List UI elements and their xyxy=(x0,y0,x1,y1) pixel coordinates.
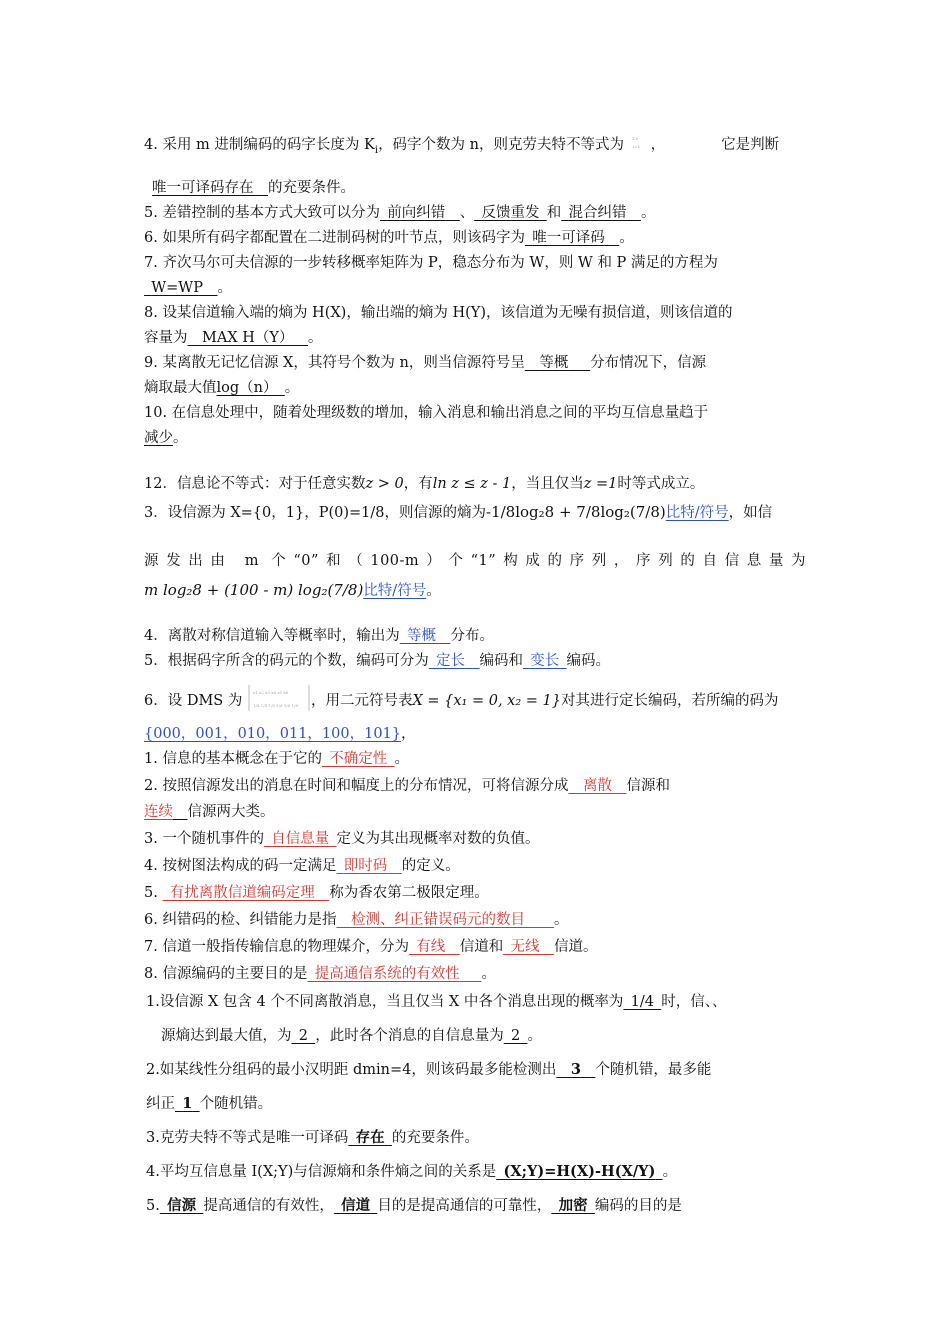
answer-blank: 信道 xyxy=(341,1197,371,1214)
text: 3.克劳夫特不等式是唯一可译码 xyxy=(146,1130,349,1146)
section3-q1: 1.设信源 X 包含 4 个不同离散消息，当且仅当 X 中各个消息出现的概率为 1/4 时，信、、 xyxy=(146,994,727,1010)
formula: m log₂8 + (100 - m) log₂(7/8) xyxy=(144,581,364,599)
answer-blank: 反馈重发 xyxy=(481,205,540,221)
formula: z > 0 xyxy=(365,476,404,492)
text: 源发出由 m 个“0”和（100-m）个“1”构成的序列，序列的自信息量为 xyxy=(144,553,806,569)
answer-blank: 加密 xyxy=(558,1197,588,1214)
section2-q1: 1. 信息的基本概念在于它的 不确定性 。 xyxy=(144,751,409,767)
answer-blank: 3 xyxy=(570,1061,581,1078)
answer-blank: 比特/符号 xyxy=(363,583,427,599)
text: 分布情况下，信源 xyxy=(590,355,707,371)
text: 容量为 xyxy=(144,330,188,346)
answer-blank: 即时码 xyxy=(343,858,388,874)
dms-matrix-image xyxy=(247,683,311,719)
section2-q2-cont: 连续 信源两大类。 xyxy=(144,804,275,820)
q8-channel xyxy=(144,303,732,323)
answer-blank: (X;Y)=H(X)-H(X/Y) xyxy=(503,1163,656,1180)
formula: ln z ≤ z - 1 xyxy=(432,476,512,492)
section2-q6: 6. 纠错码的检、纠错能力是指 检测、纠正错误码元的数目 。 xyxy=(144,912,569,928)
answer-blank: 1 xyxy=(182,1095,193,1112)
answer-blank: 无线 xyxy=(510,939,540,955)
text: 3．设信源为 X={0，1}，P(0)=1/8，则信源的熵为 xyxy=(144,505,486,521)
answer-blank: 离散 xyxy=(582,778,612,794)
q12-inequality: 12．信息论不等式：对于任意实数z > 0，有ln z ≤ z - 1，当且仅当z =1时等式成立。 xyxy=(144,476,705,492)
q9-dms xyxy=(144,353,706,373)
text: 5．根据码字所含的码元的个数，编码可分为 xyxy=(144,653,429,669)
answer-blank: 有扰离散信道编码定理 xyxy=(169,885,315,901)
text: 2. 按照信源发出的消息在时间和幅度上的分布情况，可将信源分成 xyxy=(144,778,569,794)
formula: -1/8log₂8 + 7/8log₂(7/8) xyxy=(486,503,666,521)
section2-q3: 3. 一个随机事件的 自信息量 定义为其出现概率对数的负值。 xyxy=(144,831,540,847)
q3-sequence xyxy=(144,551,806,571)
text: 4．离散对称信道输入等概率时，输出为 xyxy=(144,628,400,644)
formula: z =1 xyxy=(583,476,618,492)
answer-blank: 提高通信系统的有效性 xyxy=(314,966,460,982)
answer-blank: 唯一可译码 xyxy=(532,230,605,246)
section2-q2: 2. 按照信源发出的消息在时间和幅度上的分布情况，可将信源分成 离散 信源和 xyxy=(144,778,670,794)
text: 10. 在信息处理中，随着处理级数的增加，输入消息和输出消息之间的平均互信息量趋于 xyxy=(144,405,709,421)
text: 1.设信源 X 包含 4 个不同离散消息，当且仅当 X 中各个消息出现的概率为 xyxy=(146,994,624,1010)
q7-answer-line: W=WP 。 xyxy=(151,280,232,296)
text: 纠正 xyxy=(146,1096,175,1112)
q6-answer-line: {000，001，010，011，100，101}， xyxy=(144,726,416,742)
q9-answer-line: 熵取最大值log（n） 。 xyxy=(144,380,300,396)
answer-blank: 2 xyxy=(510,1028,521,1044)
section3-q2: 2.如某线性分组码的最小汉明距 dmin=4，则该码最多能检测出 3 个随机错，最多能 xyxy=(146,1061,712,1078)
section3-q4: 4.平均互信息量 I(X;Y)与信源熵和条件熵之间的关系是 (X;Y)=H(X)-H(X/Y) 。 xyxy=(146,1163,678,1180)
answer-blank: 前向纠错 xyxy=(387,205,446,221)
answer-blank: 减少 xyxy=(144,430,173,446)
q3-self-info: m log₂8 + (100 - m) log₂(7/8)比特/符号。 xyxy=(144,581,441,599)
text: 12．信息论不等式：对于任意实数 xyxy=(144,476,366,492)
q5-code-length: 5．根据码字所含的码元的个数，编码可分为 定长 编码和 变长 编码。 xyxy=(144,653,610,669)
section3-q3: 3.克劳夫特不等式是唯一可译码 存在 的充要条件。 xyxy=(146,1129,479,1146)
text: 4. 采用 m 进制编码的码字长度为 K xyxy=(144,137,375,153)
text: 5. xyxy=(146,1198,160,1214)
kraft-formula-image xyxy=(629,128,651,162)
answer-blank: 存在 xyxy=(355,1129,385,1146)
q4-symmetric-channel: 4．离散对称信道输入等概率时，输出为 等概 分布。 xyxy=(144,628,494,644)
text: 5. 差错控制的基本方式大致可以分为 xyxy=(144,205,380,221)
text: 1. 信息的基本概念在于它的 xyxy=(144,751,322,767)
q4-kraft-line xyxy=(144,128,779,162)
section2-q8: 8. 信源编码的主要目的是 提高通信系统的有效性 。 xyxy=(144,966,496,982)
answer-blank: 混合纠错 xyxy=(568,205,627,221)
svg-text:Σ r: Σ r xyxy=(631,136,638,141)
text: 源熵达到最大值，为 xyxy=(161,1028,292,1044)
section3-q5: 5. 信源 提高通信的有效性， 信道 目的是提高通信的可靠性， 加密 编码的目的是 xyxy=(146,1197,682,1214)
text: 6. 如果所有码字都配置在二进制码树的叶节点，则该码字为 xyxy=(144,230,525,246)
q8-answer-line: 容量为 MAX H（Y） 。 xyxy=(144,330,323,346)
q5-error-control: 5. 差错控制的基本方式大致可以分为 前向纠错 、 反馈重发 和 混合纠错 。 xyxy=(144,205,656,221)
section2-q5: 5. 有扰离散信道编码定理 称为香农第二极限定理。 xyxy=(144,885,489,901)
text: 2.如某线性分组码的最小汉明距 dmin=4，则该码最多能检测出 xyxy=(146,1062,557,1078)
q10-answer-line: 减少。 xyxy=(144,430,188,446)
text: 7. 齐次马尔可夫信源的一步转移概率矩阵为 P，稳态分布为 W，则 W 和 P 满足的方程为 xyxy=(144,255,718,271)
answer-blank: 不确定性 xyxy=(329,751,388,767)
svg-text:i=1: i=1 xyxy=(632,144,640,149)
answer-blank: {000，001，010，011，100，101} xyxy=(144,726,402,742)
text: 9. 某离散无记忆信源 X，其符号个数为 n，则当信源符号呈 xyxy=(144,355,525,371)
answer-blank: 变长 xyxy=(530,653,560,669)
text: 8. 信源编码的主要目的是 xyxy=(144,966,308,982)
q10-processing xyxy=(144,403,708,423)
answer-blank: MAX H（Y） xyxy=(202,330,294,346)
q3-entropy: 3．设信源为 X={0，1}，P(0)=1/8，则信源的熵为-1/8log₂8 + 7/8log₂(7/8)比特/符号，如信 xyxy=(144,503,773,521)
svg-text:x1 x2 x3 x4 x5 x6: x1 x2 x3 x4 x5 x6 xyxy=(252,690,289,695)
answer-blank: 1/4 xyxy=(630,994,654,1010)
text: 7. 信道一般指传输信息的物理媒介，分为 xyxy=(144,939,409,955)
text: ，码字个数为 n，则克劳夫特不等式为 xyxy=(378,137,625,153)
text: ， xyxy=(650,137,666,153)
answer-blank: log（n） xyxy=(216,380,278,396)
text: 的充要条件。 xyxy=(268,180,355,196)
answer-blank: 信源 xyxy=(167,1197,197,1214)
q7-markov xyxy=(144,253,718,273)
answer-blank: 定长 xyxy=(435,653,465,669)
q4-continued xyxy=(152,178,355,198)
answer-blank: 等概 xyxy=(539,355,569,371)
text: 它是判断 xyxy=(721,137,780,153)
text: 6. 纠错码的检、纠错能力是指 xyxy=(144,912,337,928)
text: 5. xyxy=(144,885,163,901)
answer-blank: 2 xyxy=(298,1028,308,1044)
text: 6．设 DMS 为 xyxy=(144,693,243,709)
section3-q1-cont: 源熵达到最大值，为 2 ，此时各个消息的自信息量为 2 。 xyxy=(161,1028,542,1044)
section2-q7: 7. 信道一般指传输信息的物理媒介，分为 有线 信道和 无线 信道。 xyxy=(144,939,598,955)
answer-blank: 比特/符号 xyxy=(665,505,729,521)
text: 熵取最大值 xyxy=(144,380,217,396)
answer-blank: 有线 xyxy=(416,939,446,955)
q6-dms: 6．设 DMS 为 x1 x2 x3 x4 x5 x6 1/4 1/4 1/8 1/8 1/8 1/8 ，用二元符号表X = {x₁ = 0, x₂ = 1}对其进行定长编码，若所编的码为 xyxy=(144,683,779,719)
formula: X = {x₁ = 0, x₂ = 1} xyxy=(412,693,561,709)
section3-q2-cont: 纠正 1 个随机错。 xyxy=(146,1095,273,1112)
answer-blank: 等概 xyxy=(406,628,436,644)
text: 8. 设某信道输入端的熵为 H(X)，输出端的熵为 H(Y)，该信道为无噪有损信道，则该信道的 xyxy=(144,305,733,321)
answer-blank: 唯一可译码存在 xyxy=(152,180,254,196)
q6-leaf-codes: 6. 如果所有码字都配置在二进制码树的叶节点，则该码字为 唯一可译码 。 xyxy=(144,230,634,246)
answer-blank: W=WP xyxy=(151,280,203,296)
subscript: i xyxy=(374,144,379,156)
text: 3. 一个随机事件的 xyxy=(144,831,264,847)
text: 4.平均互信息量 I(X;Y)与信源熵和条件熵之间的关系是 xyxy=(146,1164,497,1180)
answer-blank: 检测、纠正错误码元的数目 xyxy=(350,912,525,928)
answer-blank: 自信息量 xyxy=(271,831,330,847)
text: 4. 按树图法构成的码一定满足 xyxy=(144,858,337,874)
section2-q4: 4. 按树图法构成的码一定满足 即时码 的定义。 xyxy=(144,858,460,874)
answer-blank: 连续 xyxy=(144,804,173,820)
svg-text:1/4 1/4 1/8 1/8 1/8 1/8: 1/4 1/4 1/8 1/8 1/8 1/8 xyxy=(252,703,298,708)
